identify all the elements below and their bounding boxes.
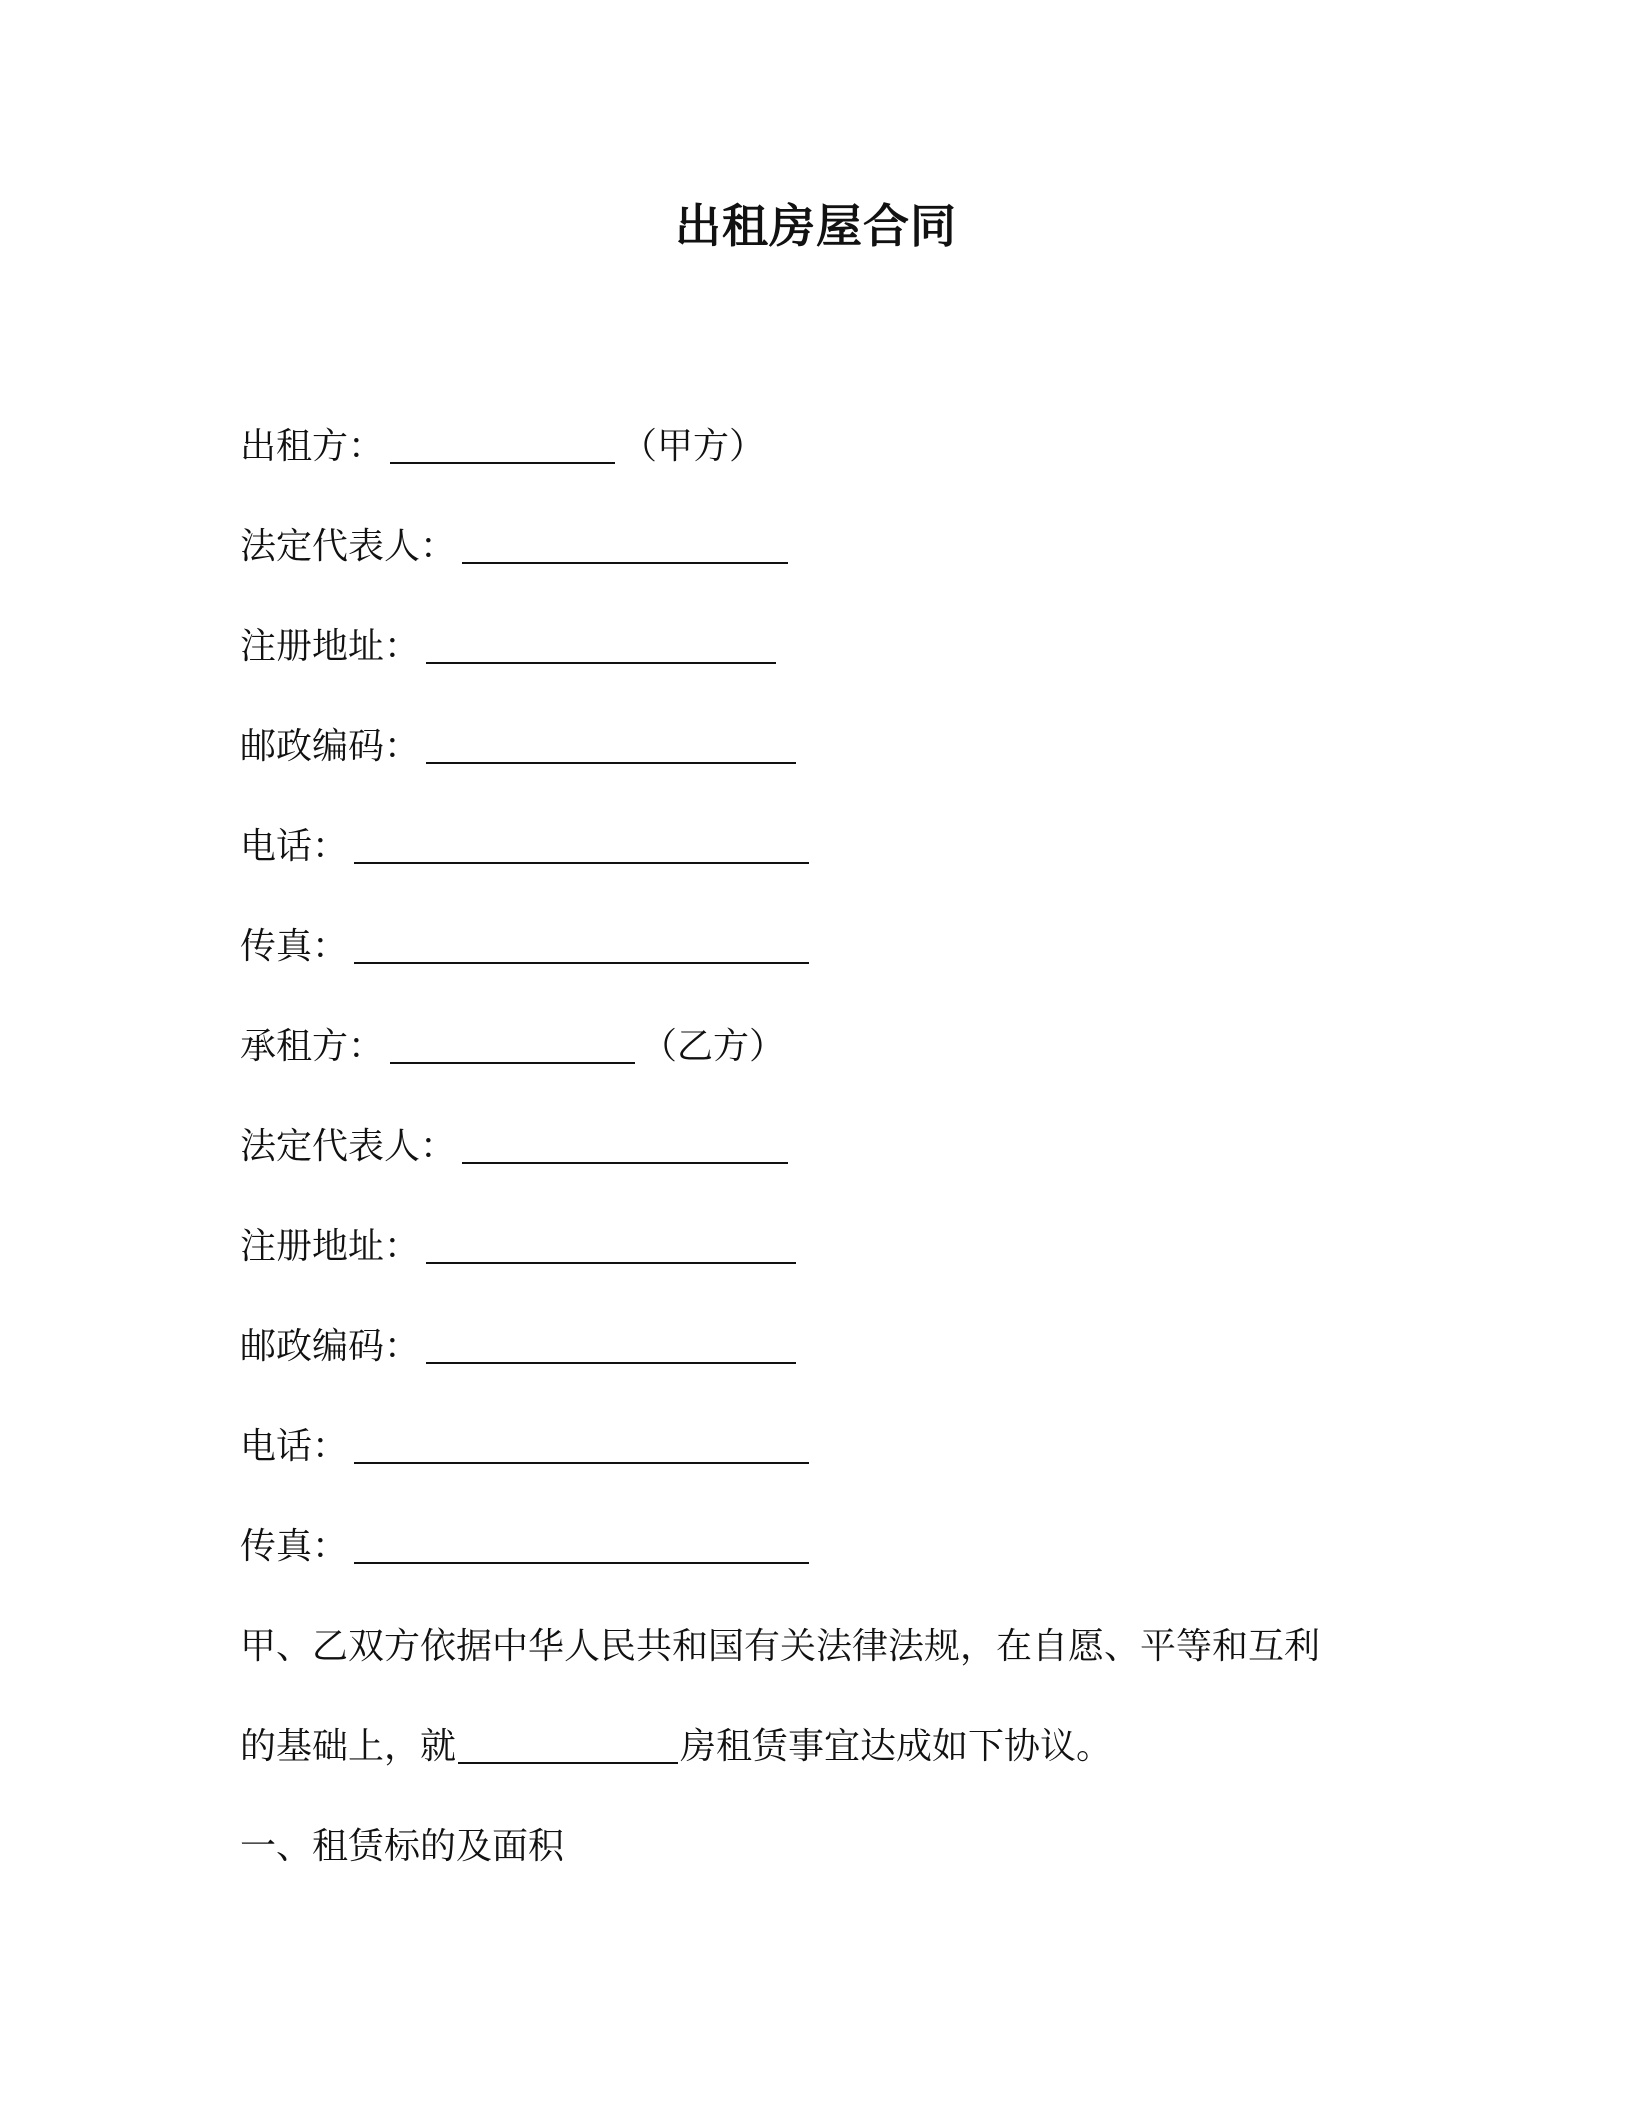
party-b-fax-line [240,1522,815,1572]
lessee-label: 承租方： [240,1026,385,1067]
party-a-fax-blank[interactable] [354,926,809,964]
party-a-rep-line [240,522,794,572]
section-1-heading: 一、租赁标的及面积 [240,1826,565,1867]
party-b-postcode-line [240,1322,802,1372]
lessee-suffix: （乙方） [641,1026,786,1067]
party-b-postcode-blank[interactable] [426,1326,796,1364]
intro-line-2-suffix: 房租赁事宜达成如下协议。 [680,1726,1113,1767]
party-b-postcode-label: 邮政编码： [240,1326,421,1367]
document-title: 出租房屋合同 [675,199,957,253]
party-a-postcode-label: 邮政编码： [240,726,421,767]
party-a-postcode-blank[interactable] [426,726,796,764]
party-a-fax-label: 传真： [240,926,349,967]
lessor-label: 出租方： [240,426,385,467]
party-b-address-line [240,1222,802,1272]
intro-line-1: 甲、乙双方依据中华人民共和国有关法律法规，在自愿、平等和互利 [240,1626,1321,1667]
party-a-address-line [240,622,782,672]
lessor-suffix: （甲方） [621,426,766,467]
intro-line-2-prefix: 的基础上，就 [240,1726,457,1767]
party-b-rep-label: 法定代表人： [240,1126,457,1167]
party-a-rep-label: 法定代表人： [240,526,457,567]
party-a-fax-line [240,922,815,972]
lessor-line [240,422,765,472]
party-b-phone-line [240,1422,815,1472]
lessor-blank[interactable] [390,426,615,464]
lessee-blank[interactable] [390,1026,635,1064]
party-a-address-blank[interactable] [426,626,776,664]
party-a-phone-label: 电话： [240,826,349,867]
party-b-fax-blank[interactable] [354,1526,809,1564]
lessee-line [240,1022,785,1072]
party-b-rep-line [240,1122,794,1172]
party-b-rep-blank[interactable] [462,1126,788,1164]
party-a-rep-blank[interactable] [462,526,788,564]
party-a-postcode-line [240,722,802,772]
party-b-phone-blank[interactable] [354,1426,809,1464]
party-b-phone-label: 电话： [240,1426,349,1467]
property-blank[interactable] [458,1726,678,1764]
intro-line-2 [240,1722,1112,1772]
party-a-address-label: 注册地址： [240,626,421,667]
party-b-fax-label: 传真： [240,1526,349,1567]
party-b-address-label: 注册地址： [240,1226,421,1267]
party-b-address-blank[interactable] [426,1226,796,1264]
party-a-phone-blank[interactable] [354,826,809,864]
party-a-phone-line [240,822,815,872]
